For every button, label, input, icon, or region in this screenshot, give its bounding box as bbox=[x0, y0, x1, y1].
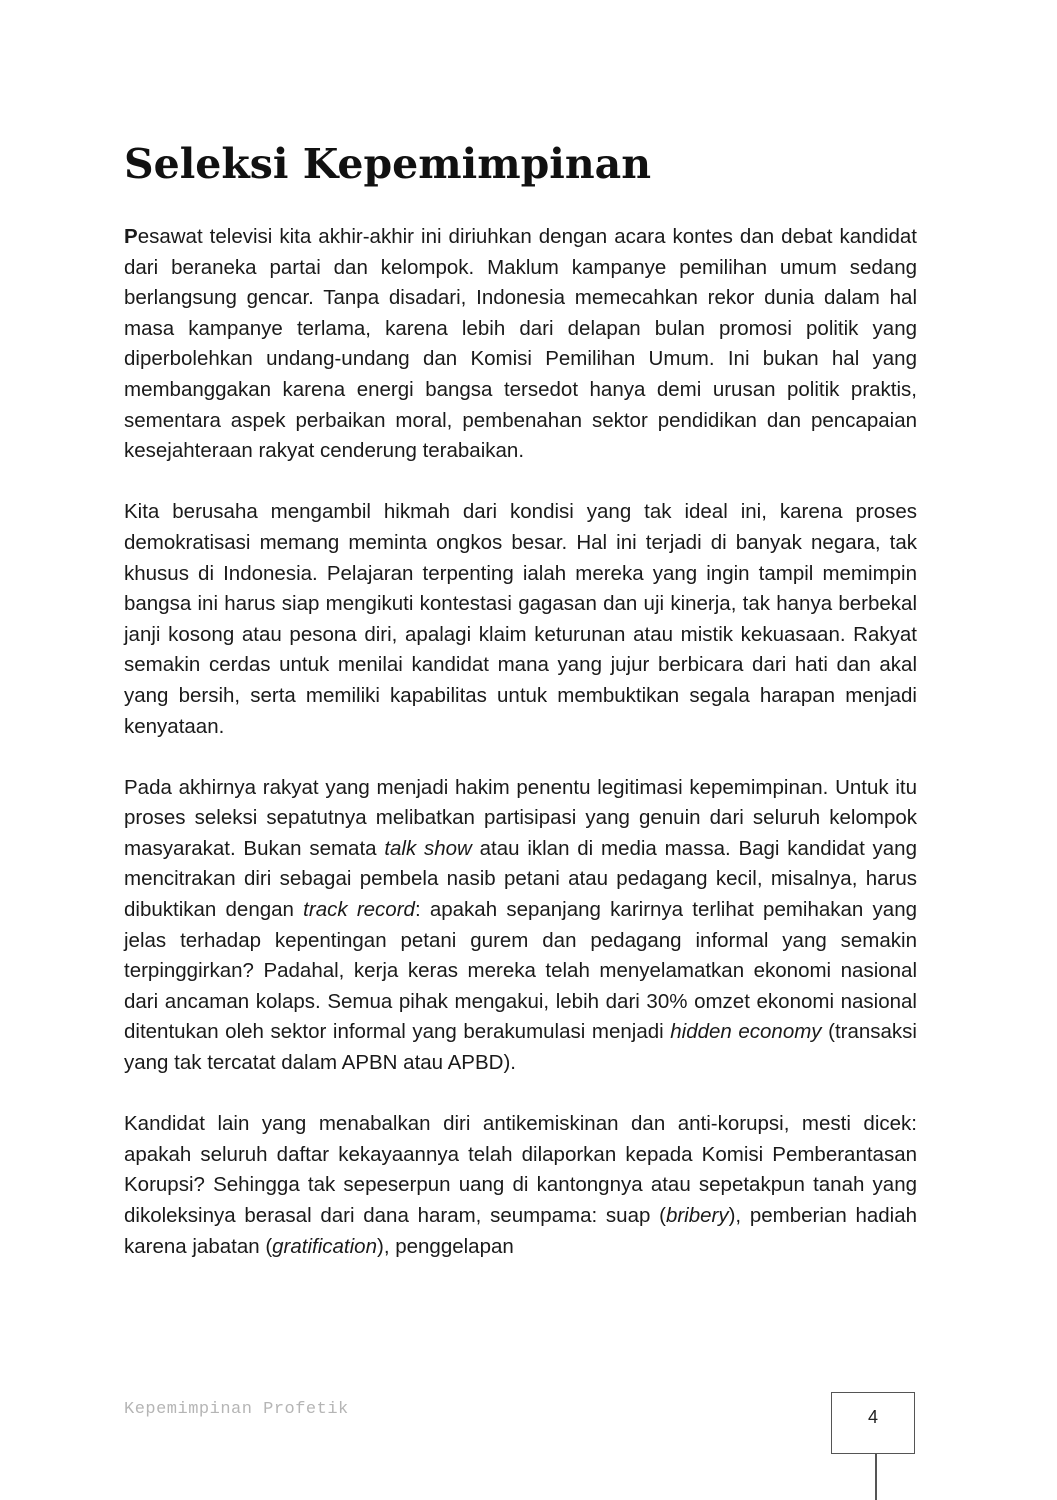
italic-term: bribery bbox=[665, 1204, 729, 1227]
paragraph-3 bbox=[124, 773, 917, 1079]
paragraph-text: ), penggelapan bbox=[377, 1234, 514, 1258]
paragraph-text: : apakah sepanjang karirnya terlihat pemihakan yang jelas terhadap kepentingan petani gurem dan pedagang informal yang semakin terpinggirkan? Padahal, kerja keras mereka telah menyelamatkan ekonomi nasional dari ancaman kolaps. Semua pihak mengakui, lebih dari 30% omzet ekonomi nasional ditentukan oleh sektor informal yang berakumulasi menjadi bbox=[124, 898, 918, 1044]
paragraph-text: Kita berusaha mengambil hikmah dari kondisi yang tak ideal ini, karena proses demokratisasi memang meminta ongkos besar. Hal ini terjadi di banyak negara, tak khusus di Indonesia. Pelajaran terpenting ialah mereka yang ingin tampil memimpin bangsa ini harus siap mengikuti kontestasi gagasan dan uji kinerja, tak hanya berbekal janji kosong atau pesona diri, apalagi klaim keturunan atau mistik kekuasaan. Rakyat semakin cerdas untuk menilai kandidat mana yang jujur berbicara dari hati dan akal yang bersih, serta memiliki kapabilitas untuk membuktikan segala harapan menjadi kenyataan. bbox=[124, 500, 917, 738]
footer-book-title: Kepemimpinan Profetik bbox=[124, 1400, 349, 1419]
page-title: Seleksi Kepemimpinan bbox=[124, 140, 652, 188]
page-number: 4 bbox=[867, 1407, 878, 1427]
body-text bbox=[124, 222, 917, 1262]
page-number-box bbox=[831, 1392, 915, 1454]
paragraph-text: Pada akhirnya rakyat yang menjadi hakim penentu legitimasi kepemimpinan. Untuk itu proses seleksi sepatutnya melibatkan partisipasi yang genuin dari seluruh kelompok masyarakat. Bukan semata bbox=[124, 775, 917, 860]
paragraph-2 bbox=[124, 497, 917, 742]
italic-term: track record bbox=[303, 898, 415, 922]
paragraph-text: ), pemberian hadiah karena jabatan ( bbox=[124, 1204, 917, 1258]
page-number-connector-line bbox=[875, 1454, 877, 1500]
paragraph-text: atau iklan di media massa. Bagi kandidat yang mencitrakan diri sebagai pembela nasib petani atau pedagang kecil, misalnya, harus dibuktikan dengan bbox=[124, 836, 917, 922]
paragraph-text: Kandidat lain yang menabalkan diri antikemiskinan dan anti-korupsi, mesti dicek: apakah seluruh daftar kekayaannya telah dilaporkan kepada Komisi Pemberantasan Korupsi? Sehingga tak sepeserpun uang di kantongnya atau sepetakpun tanah yang dikoleksinya berasal dari dana haram, seumpama: suap ( bbox=[124, 1112, 917, 1227]
italic-term: gratification bbox=[272, 1234, 377, 1258]
paragraph-text: esawat televisi kita akhir-akhir ini diriuhkan dengan acara kontes dan debat kandidat dari beraneka partai dan kelompok. Maklum kampanye pemilihan umum sedang berlangsung gencar. Tanpa disadari, Indonesia memecahkan rekor dunia dalam hal masa kampanye terlama, karena lebih dari delapan bulan promosi politik yang diperbolehkan undang-undang dan Komisi Pemilihan Umum. Ini bukan hal yang membanggakan karena energi bangsa tersedot hanya demi urusan politik praktis, sementara aspek perbaikan moral, pembenahan sektor pendidikan dan pencapaian kesejahteraan rakyat cenderung terabaikan. bbox=[124, 225, 917, 463]
italic-term: talk show bbox=[384, 836, 472, 860]
paragraph-1 bbox=[124, 222, 917, 467]
paragraph-4 bbox=[124, 1109, 917, 1262]
paragraph-text: (transaksi yang tak tercatat dalam APBN atau APBD). bbox=[124, 1020, 917, 1075]
italic-term: hidden economy bbox=[670, 1020, 822, 1044]
paragraph-initial-letter: P bbox=[124, 225, 138, 248]
